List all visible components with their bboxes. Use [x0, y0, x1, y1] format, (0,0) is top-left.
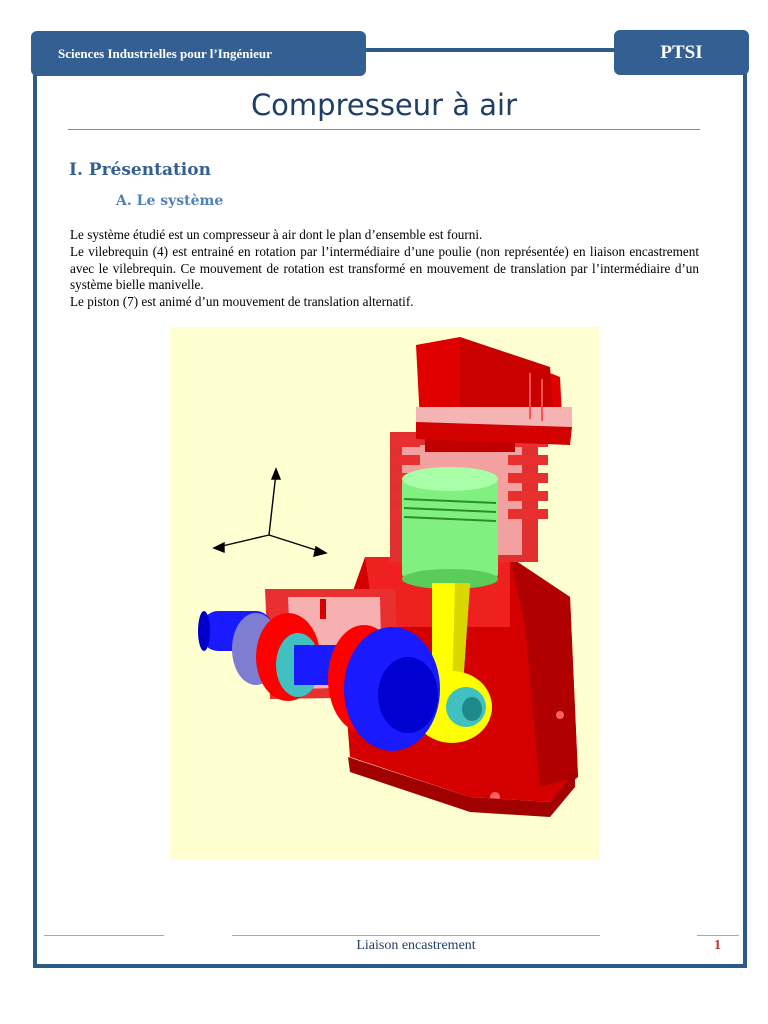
footer-rule-left	[44, 935, 164, 936]
footer-rule-center	[232, 935, 600, 936]
cylinder-head	[416, 337, 572, 445]
axes-icon	[214, 469, 326, 556]
paragraph: Le système étudié est un compresseur à air dont le plan d’ensemble est fourni.	[70, 227, 483, 242]
section-heading: I. Présentation	[69, 160, 211, 180]
presentation-text	[70, 227, 699, 311]
compressor-figure	[170, 327, 599, 860]
paragraph: Le piston (7) est animé d’un mouvement de translation alternatif.	[70, 294, 414, 310]
subsection-heading: A. Le système	[116, 193, 224, 209]
paragraph: Le vilebrequin (4) est entrainé en rotation par l’intermédiaire d’une poulie (non représentée) en liaison encastrement avec le vilebrequin. Ce mouvement de rotation est transformé en mouvement de translation par l’intermédiaire d’un système bielle manivelle.	[70, 243, 699, 293]
page-title: Compresseur à air	[250, 88, 518, 122]
page-number: 1	[714, 938, 721, 953]
piston	[402, 467, 498, 589]
header-class-tab: PTSI	[614, 30, 749, 75]
title-divider	[68, 129, 700, 130]
footer-rule-right	[697, 935, 739, 936]
footer-label: Liaison encastrement	[356, 938, 476, 953]
header-subject-tab: Sciences Industrielles pour l’Ingénieur	[31, 31, 366, 76]
compressor-illustration	[170, 327, 599, 860]
